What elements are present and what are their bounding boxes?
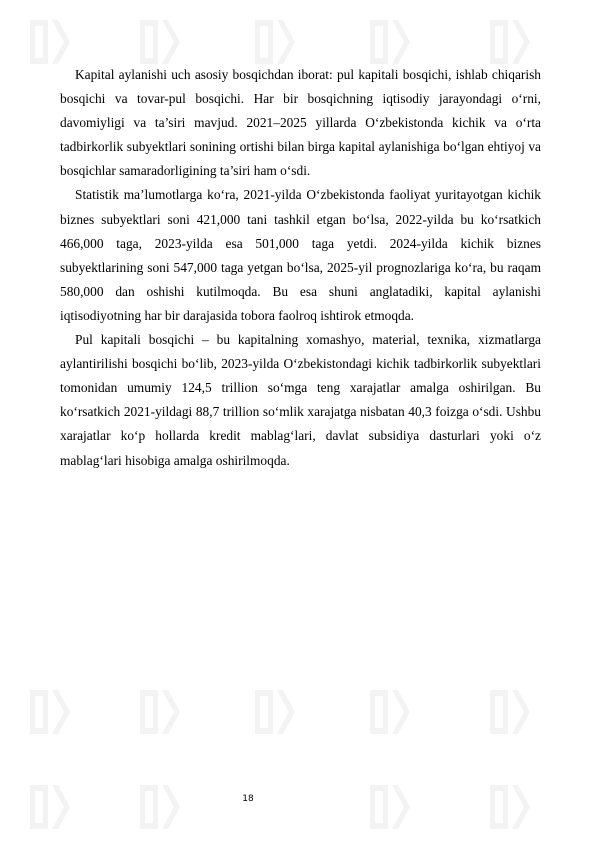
paragraph-capital-circulation-stages: Kapital aylanishi uch asosiy bosqichdan iborat: pul kapitali bosqichi, ishlab chiqarish bosqichi va tovar-pul bosqichi. Har bir bosqichning iqtisodiy jarayondagi o‘rni, davomiyligi va ta’siri mavjud. 2021–2025 yillarda O‘zbekistonda kichik va o‘rta tadbirkorlik subyektlari sonining ortishi bilan birga kapital aylanishiga bo‘lgan ehtiyoj va bosqichlar samaradorligining ta’siri ham o‘sdi. bbox=[60, 67, 541, 179]
paragraph-money-capital-stage: Pul kapitali bosqichi – bu kapitalning xomashyo, material, texnika, xizmatlarga aylantirilishi bosqichi bo‘lib, 2023-yilda O‘zbekistondagi kichik tadbirkorlik subyektlari tomonidan umumiy 124,5 trillion so‘mga teng xarajatlar amalga oshirilgan. Bu ko‘rsatkich 2021-yildagi 88,7 trillion so‘mlik xarajatga nisbatan 40,3 foizga o‘sdi. Ushbu xarajatlar ko‘p hollarda kredit mablag‘lari, davlat subsidiya dasturlari yoki o‘z mablag‘lari hisobiga amalga oshirilmoqda. bbox=[60, 332, 541, 468]
page-number: 18 bbox=[242, 794, 254, 804]
paragraph-small-business-statistics: Statistik ma’lumotlarga ko‘ra, 2021-yilda O‘zbekistonda faoliyat yuritayotgan kichik biznes subyektlari soni 421,000 tani tashkil etgan bo‘lsa, 2022-yilda bu ko‘rsatkich 466,000 taga, 2023-yilda esa 501,000 taga yetdi. 2024-yilda kichik biznes subyektlarining soni 547,000 taga yetgan bo‘lsa, 2025-yil prognozlariga ko‘ra, bu raqam 580,000 dan oshishi kutilmoqda. Bu esa shuni anglatadiki, kapital aylanishi iqtisodiyotning har bir darajasida tobora faolroq ishtirok etmoqda. bbox=[60, 187, 541, 323]
document-body bbox=[60, 63, 541, 473]
